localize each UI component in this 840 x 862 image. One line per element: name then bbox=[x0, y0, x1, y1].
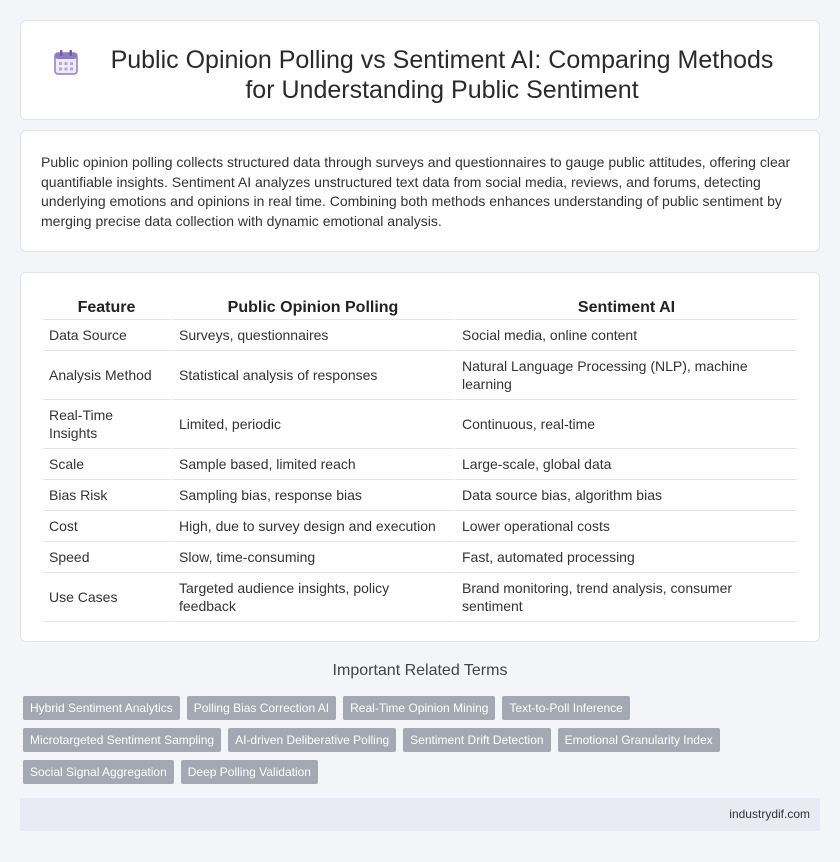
table-row bbox=[43, 400, 797, 449]
cell-feature: Real-Time Insights bbox=[43, 400, 170, 449]
cell-polling: Sampling bias, response bias bbox=[170, 480, 453, 511]
footer-site-link[interactable]: industrydif.com bbox=[729, 807, 810, 821]
header-sentiment-ai: Sentiment AI bbox=[453, 293, 797, 320]
cell-feature: Speed bbox=[43, 542, 170, 573]
cell-sentiment-ai: Social media, online content bbox=[453, 320, 797, 351]
cell-sentiment-ai: Fast, automated processing bbox=[453, 542, 797, 573]
table-row bbox=[43, 511, 797, 542]
cell-polling: Targeted audience insights, policy feedback bbox=[170, 573, 453, 622]
cell-sentiment-ai: Lower operational costs bbox=[453, 511, 797, 542]
cell-feature: Cost bbox=[43, 511, 170, 542]
related-term-tag[interactable]: Sentiment Drift Detection bbox=[403, 728, 550, 752]
related-term-tag[interactable]: Microtargeted Sentiment Sampling bbox=[23, 728, 221, 752]
cell-polling: Limited, periodic bbox=[170, 400, 453, 449]
header-feature: Feature bbox=[43, 293, 170, 320]
related-terms-heading: Important Related Terms bbox=[332, 662, 508, 679]
cell-feature: Data Source bbox=[43, 320, 170, 351]
related-term-tag[interactable]: Social Signal Aggregation bbox=[23, 760, 174, 784]
intro-paragraph: Public opinion polling collects structured data through surveys and questionnaires to gauge public attitudes, offering clear quantifiable insights. Sentiment AI analyzes unstructured text data from social media, reviews, and forums, detecting underlying emotions and opinions in real time. Combining both methods enhances understanding of public sentiment by merging precise data collection with dynamic emotional analysis. bbox=[41, 154, 791, 229]
related-term-tag[interactable]: Text-to-Poll Inference bbox=[502, 696, 629, 720]
cell-polling: High, due to survey design and execution bbox=[170, 511, 453, 542]
header-polling: Public Opinion Polling bbox=[170, 293, 453, 320]
cell-feature: Bias Risk bbox=[43, 480, 170, 511]
cell-polling: Sample based, limited reach bbox=[170, 449, 453, 480]
cell-feature: Use Cases bbox=[43, 573, 170, 622]
table-row bbox=[43, 449, 797, 480]
comparison-table-card bbox=[20, 272, 820, 642]
related-term-tag[interactable]: Deep Polling Validation bbox=[181, 760, 318, 784]
page-title: Public Opinion Polling vs Sentiment AI: Comparing Methods for Understanding Public Sentiment bbox=[110, 46, 774, 104]
cell-feature: Analysis Method bbox=[43, 351, 170, 400]
cell-sentiment-ai: Large-scale, global data bbox=[453, 449, 797, 480]
related-term-tag[interactable]: Hybrid Sentiment Analytics bbox=[23, 696, 180, 720]
table-row bbox=[43, 351, 797, 400]
related-term-tag[interactable]: Emotional Granularity Index bbox=[558, 728, 720, 752]
related-term-tag[interactable]: AI-driven Deliberative Polling bbox=[228, 728, 396, 752]
title-card bbox=[20, 20, 820, 120]
intro-card bbox=[20, 130, 820, 252]
cell-feature: Scale bbox=[43, 449, 170, 480]
related-term-tag[interactable]: Real-Time Opinion Mining bbox=[343, 696, 495, 720]
table-row bbox=[43, 320, 797, 351]
cell-sentiment-ai: Data source bias, algorithm bias bbox=[453, 480, 797, 511]
cell-polling: Slow, time-consuming bbox=[170, 542, 453, 573]
comparison-table bbox=[43, 293, 797, 622]
related-term-tag[interactable]: Polling Bias Correction AI bbox=[187, 696, 336, 720]
related-terms-list bbox=[23, 696, 783, 784]
cell-polling: Statistical analysis of responses bbox=[170, 351, 453, 400]
cell-sentiment-ai: Brand monitoring, trend analysis, consumer sentiment bbox=[453, 573, 797, 622]
cell-sentiment-ai: Natural Language Processing (NLP), machine learning bbox=[453, 351, 797, 400]
table-row bbox=[43, 542, 797, 573]
calendar-icon bbox=[51, 48, 81, 78]
cell-sentiment-ai: Continuous, real-time bbox=[453, 400, 797, 449]
table-row bbox=[43, 480, 797, 511]
table-row bbox=[43, 573, 797, 622]
table-header-row bbox=[43, 293, 797, 320]
cell-polling: Surveys, questionnaires bbox=[170, 320, 453, 351]
footer bbox=[20, 798, 820, 831]
